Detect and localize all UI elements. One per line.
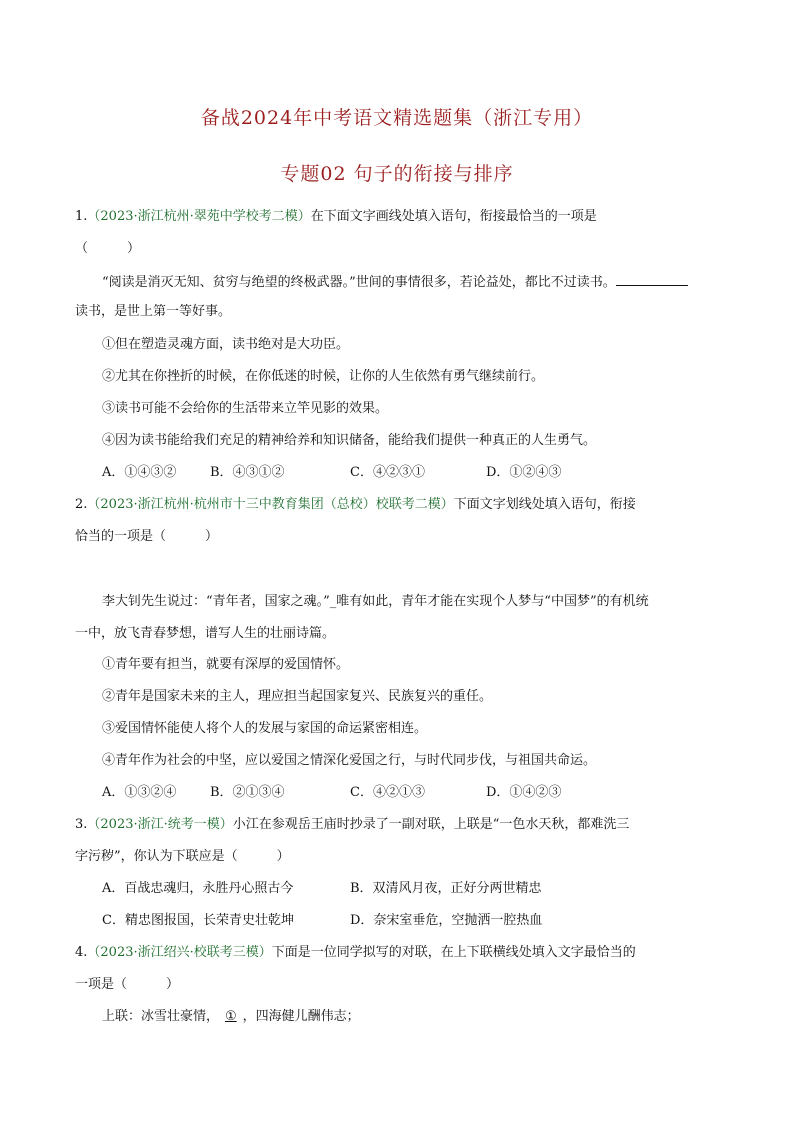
option-c: C．精忠图报国，长荣青史壮乾坤 bbox=[102, 913, 294, 928]
couplet-text: 上联：冰雪壮豪情， bbox=[102, 1009, 220, 1024]
fill-blank bbox=[616, 272, 688, 286]
question-source: （2023·浙江·统考一模） bbox=[87, 817, 233, 832]
option-d: D．①④②③ bbox=[486, 785, 562, 800]
question-3-stem bbox=[75, 816, 723, 834]
answer-paren: （ ） bbox=[75, 241, 141, 256]
topic-subtitle: 专题02 句子的衔接与排序 bbox=[280, 163, 514, 185]
question-1-passage bbox=[102, 272, 750, 292]
sentence-1: ①但在塑造灵魂方面，读书绝对是大功臣。 bbox=[102, 337, 350, 352]
option-b: B．②①③④ bbox=[210, 785, 285, 800]
sentence-4: ④因为读书能给我们充足的精神给养和知识储备，能给我们提供一种真正的人生勇气。 bbox=[102, 433, 597, 448]
question-2-passage-cont: 一中，放飞青春梦想，谱写人生的壮丽诗篇。 bbox=[75, 626, 336, 641]
sentence-3: ③读书可能不会给你的生活带来立竿见影的效果。 bbox=[102, 401, 389, 416]
sentence-4: ④青年作为社会的中坚，应以爱国之情深化爱国之行，与时代同步伐，与祖国共命运。 bbox=[102, 753, 597, 768]
option-b: B．双清风月夜，正好分两世精忠 bbox=[350, 881, 542, 896]
option-a: A．百战忠魂归，永胜丹心照古今 bbox=[102, 881, 294, 896]
option-a: A．①④③② bbox=[102, 465, 177, 480]
question-source: （2023·浙江杭州·翠苑中学校考二模） bbox=[87, 209, 311, 224]
question-source: （2023·浙江绍兴·校联考三模） bbox=[87, 945, 272, 960]
question-number: 3. bbox=[75, 817, 88, 832]
option-d: D．奈宋室垂危，空抛洒一腔热血 bbox=[350, 913, 543, 928]
question-text: 下面文字划线处填入语句，衔接 bbox=[453, 497, 636, 512]
question-2-stem-cont: 恰当的一项是（ ） bbox=[75, 529, 219, 544]
question-1-stem bbox=[75, 208, 723, 226]
sentence-2: ②青年是国家未来的主人，理应担当起国家复兴、民族复兴的重任。 bbox=[102, 689, 493, 704]
question-source: （2023·浙江杭州·杭州市十三中教育集团（总校）校联考二模） bbox=[87, 497, 454, 512]
question-3-options-row1 bbox=[102, 880, 750, 898]
question-text: 小江在参观岳王庙时抄录了一副对联，上联是“一色水天秋，都难洗三 bbox=[232, 817, 630, 832]
question-3-options-row2 bbox=[102, 912, 750, 930]
option-a: A．①③②④ bbox=[102, 785, 177, 800]
option-d: D．①②④③ bbox=[486, 465, 562, 480]
option-c: C．④②①③ bbox=[350, 785, 425, 800]
question-2-options bbox=[102, 784, 750, 802]
question-1-passage-cont: 读书，是世上第一等好事。 bbox=[75, 304, 232, 319]
question-text: 在下面文字画线处填入语句，衔接最恰当的一项是 bbox=[310, 209, 597, 224]
couplet-text: ，四海健儿酬伟志； bbox=[242, 1009, 360, 1024]
passage-text: “阅读是消灭无知、贫穷与绝望的终极武器。”世间的事情很多，若论益处，都比不过读书。 bbox=[102, 275, 616, 290]
question-1-options bbox=[102, 464, 750, 482]
question-3-stem-cont: 字污秽”，你认为下联应是（ ） bbox=[75, 849, 290, 864]
sentence-3: ③爱国情怀能使人将个人的发展与家国的命运紧密相连。 bbox=[102, 721, 428, 736]
question-2-stem bbox=[75, 496, 723, 514]
question-text: 下面是一位同学拟写的对联，在上下联横线处填入文字最恰当的 bbox=[271, 945, 636, 960]
couplet-first-line bbox=[102, 1008, 750, 1026]
sentence-1: ①青年要有担当，就要有深厚的爱国情怀。 bbox=[102, 657, 350, 672]
question-4-stem bbox=[75, 944, 723, 962]
question-number: 1. bbox=[75, 209, 88, 224]
blank-marker: ① bbox=[225, 1009, 237, 1024]
sentence-2: ②尤其在你挫折的时候，在你低迷的时候，让你的人生依然有勇气继续前行。 bbox=[102, 369, 545, 384]
question-number: 2. bbox=[75, 497, 88, 512]
question-4-stem-cont: 一项是（ ） bbox=[75, 977, 180, 992]
option-c: C．④②③① bbox=[350, 465, 425, 480]
document-title: 备战2024年中考语文精选题集（浙江专用） bbox=[200, 107, 594, 129]
question-2-passage: 李大钊先生说过：“青年者，国家之魂。”_唯有如此，青年才能在实现个人梦与“中国梦”的有机统 bbox=[102, 594, 649, 609]
option-b: B．④③①② bbox=[210, 465, 285, 480]
question-number: 4. bbox=[75, 945, 88, 960]
